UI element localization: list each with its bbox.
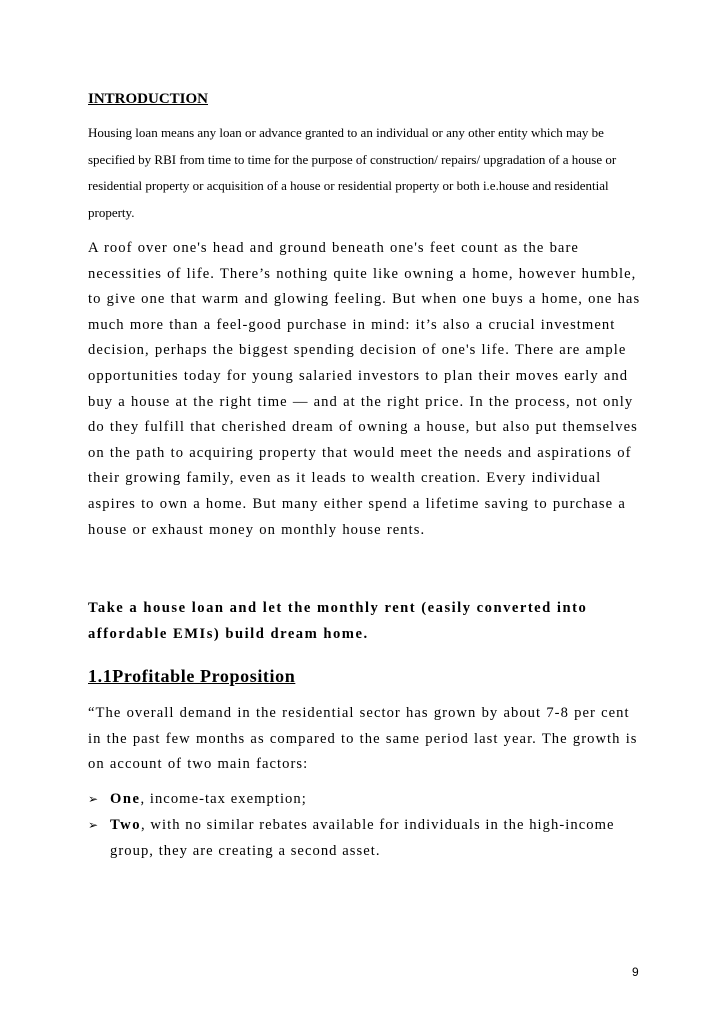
intro-paragraph: Housing loan means any loan or advance granted to an individual or any other entity which may be specified by RBI from time to time for the purpose of construction/ repairs/ upgradation of a house or residential property or acquisition of a house or residential property or both i.e.house and residential property.: [88, 125, 617, 220]
section-paragraph: “The overall demand in the residential sector has grown by about 7-8 per cent in the past few months as compared to the same period last year. The growth is on account of two main factors:: [88, 705, 638, 773]
main-paragraph: A roof over one's head and ground beneath one's feet count as the bare necessities of life. There’s nothing quite like owning a home, however humble, to give one that warm and glowing feeling. But when one buys a home, one has much more than a feel-good purchase in mind: it’s also a crucial investment decision, perhaps the biggest spending decision of one's life. There are ample opportunities today for young salaried investors to plan their moves early and buy a house at the right time — and at the right price. In the process, not only do they fulfill that cherished dream of owning a house, but also put themselves on the path to acquiring property that would meet the needs and aspirations of their growing family, even as it leads to wealth creation. Every individual aspires to own a home. But many either spend a lifetime saving to purchase a house or exhaust money on monthly house rents.: [88, 240, 641, 538]
page-content: [88, 84, 648, 864]
arrow-bullet-icon: ➢: [88, 817, 99, 832]
bullet-item-two: [88, 812, 648, 864]
cta-text: Take a house loan and let the monthly rent (easily converted into affordable EMIs) build dream home.: [88, 600, 588, 643]
bullet-list: [88, 786, 648, 864]
page-number: 9: [632, 965, 639, 979]
bullet-lead: One: [110, 790, 141, 807]
bullet-text: , with no similar rebates available for individuals in the high-income group, they are creating a second asset.: [110, 816, 615, 859]
bullet-item-one: [88, 786, 648, 812]
bullet-text: , income-tax exemption;: [140, 790, 307, 807]
bullet-lead: Two: [110, 816, 141, 833]
intro-heading: INTRODUCTION: [88, 91, 209, 107]
arrow-bullet-icon: ➢: [88, 791, 99, 806]
section-heading: 1.1Profitable Proposition: [88, 666, 296, 687]
